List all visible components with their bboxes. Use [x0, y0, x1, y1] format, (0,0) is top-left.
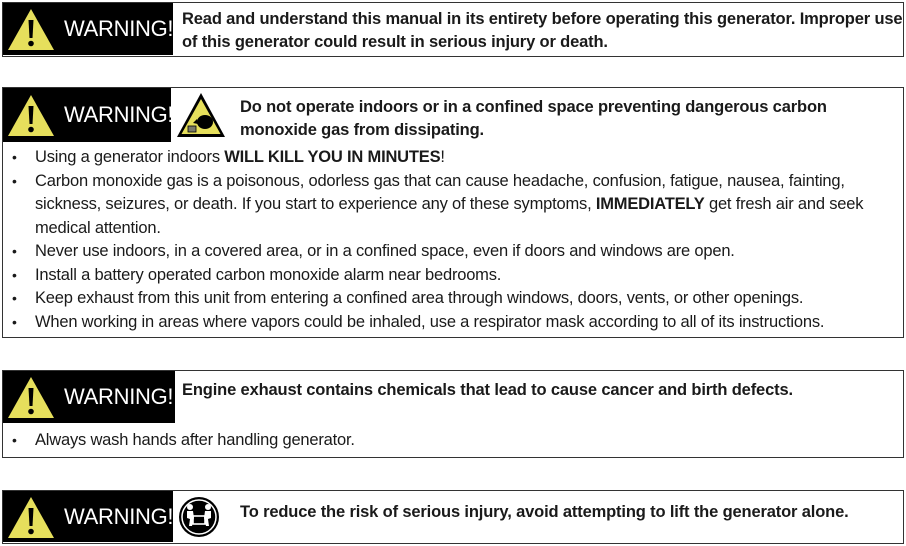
- warning-message-line-1: Do not operate indoors or in a confined space preventing dangerous carbon: [240, 98, 827, 116]
- warning-label-text: WARNING!: [64, 384, 174, 409]
- warning-header: [3, 88, 903, 142]
- bullet-item: • Install a battery operated carbon monoxide alarm near bedrooms.: [3, 264, 903, 288]
- warning-header: [3, 3, 903, 55]
- carbon-monoxide-hazard-icon: [175, 91, 227, 139]
- emphasis-text: IMMEDIATELY: [595, 195, 705, 213]
- warning-triangle-icon: [6, 92, 56, 138]
- warning-box-read-manual: [2, 2, 904, 57]
- warning-label: [3, 371, 175, 423]
- warning-label: [3, 491, 173, 542]
- bullet-item: • Always wash hands after handling generator.: [3, 429, 903, 453]
- warning-message: [231, 88, 827, 142]
- bullet-item: • When working in areas where vapors could be inhaled, use a respirator mask according to all of its instructions.: [3, 311, 903, 335]
- warning-header: [3, 491, 903, 542]
- warning-message: Engine exhaust contains chemicals that lead to cause cancer and birth defects.: [182, 381, 793, 399]
- warning-box-lifting: [2, 490, 904, 544]
- warning-message-line-2: monoxide gas from dissipating.: [240, 121, 484, 139]
- warning-message: Read and understand this manual in its entirety before operating this generator. Improper use of this generator could result in serious injury or death.: [182, 10, 903, 51]
- warning-box-carbon-monoxide: [2, 87, 904, 338]
- warning-label-text: WARNING!: [64, 16, 174, 41]
- warning-label: [3, 3, 173, 55]
- warning-label-text: WARNING!: [64, 503, 174, 529]
- warning-triangle-icon: [6, 6, 56, 52]
- warning-bullet-list: [3, 423, 903, 453]
- warning-header: [3, 371, 903, 423]
- two-person-lift-icon: [178, 496, 220, 538]
- emphasis-text: WILL KILL YOU IN MINUTES: [224, 148, 441, 166]
- carbon-monoxide-pictogram: [171, 88, 231, 142]
- bullet-item: • Keep exhaust from this unit from entering a confined area through windows, doors, vents, or other openings.: [3, 287, 903, 311]
- bullet-item: • Never use indoors, in a covered area, or in a confined space, even if doors and windows are open.: [3, 240, 903, 264]
- warning-bullet-list: [3, 142, 903, 334]
- bullet-item: • Using a generator indoors WILL KILL YOU IN MINUTES!: [3, 146, 903, 170]
- two-person-lift-pictogram: [173, 491, 225, 542]
- warning-label-text: WARNING!: [64, 102, 174, 127]
- warning-label: [3, 88, 174, 142]
- bullet-item: • Carbon monoxide gas is a poisonous, odorless gas that can cause headache, confusion, fatigue, nausea, fainting, sickness, seizures, or death. If you start to experience any of these symptoms, IMMEDIATELY get fresh air and seek medical attention.: [3, 170, 903, 241]
- warning-triangle-icon: [6, 494, 56, 540]
- warning-box-engine-exhaust: [2, 370, 904, 458]
- warning-message: To reduce the risk of serious injury, avoid attempting to lift the generator alone.: [240, 503, 849, 521]
- warning-triangle-icon: [6, 374, 56, 420]
